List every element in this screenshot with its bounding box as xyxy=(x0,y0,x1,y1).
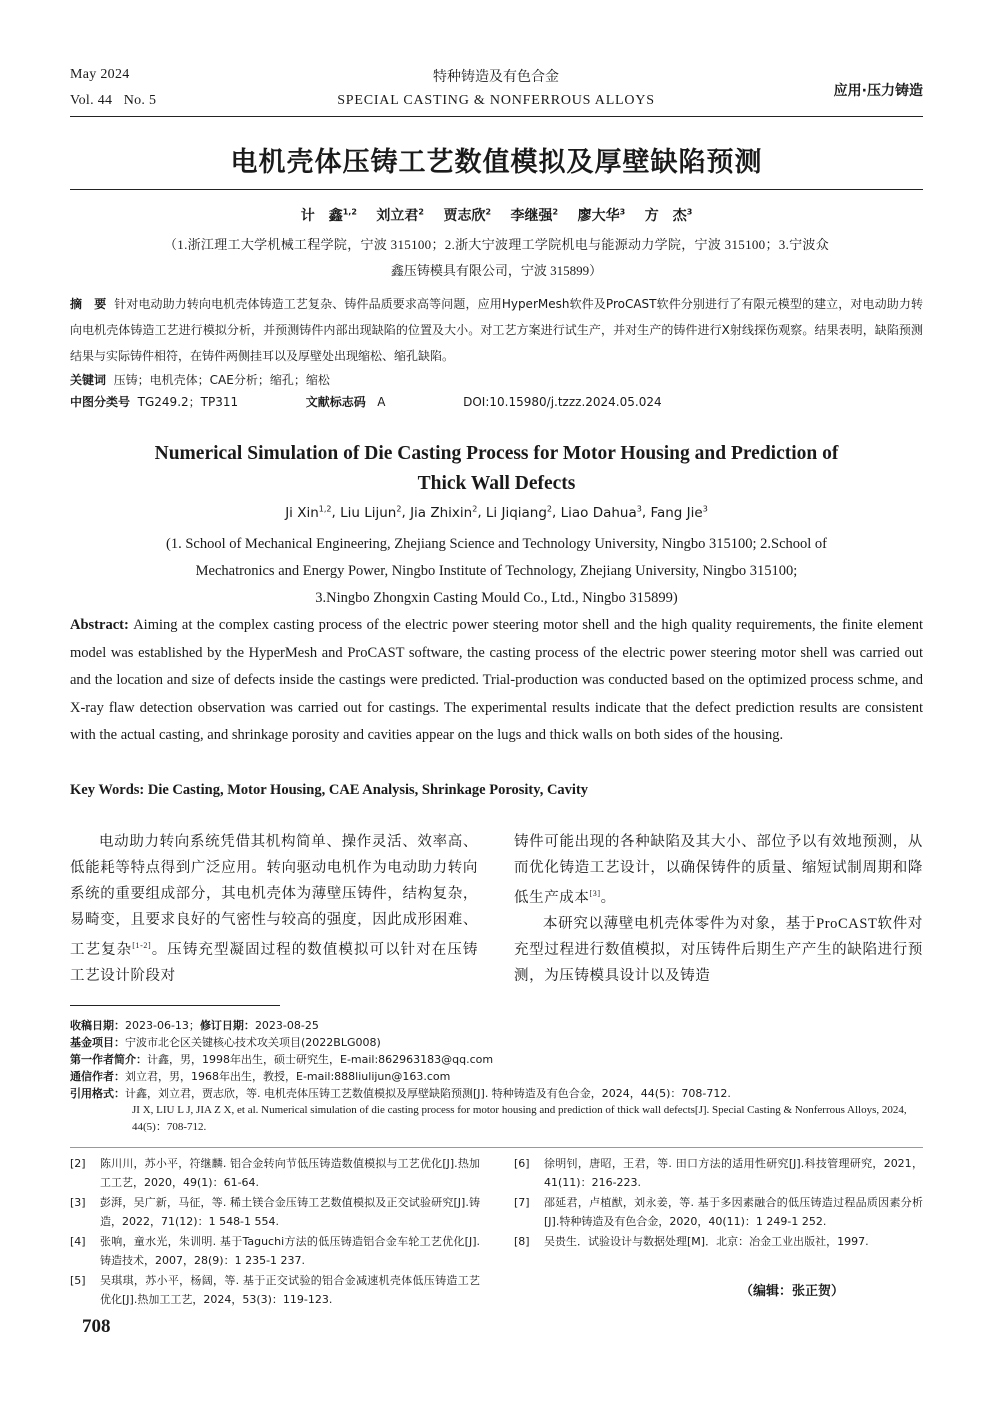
citation: [1-2] xyxy=(132,941,152,950)
abstract-cn-label: 摘 要 xyxy=(70,297,107,311)
author-en: Fang Jie$^3$ xyxy=(650,504,708,521)
author-en: Liao Dahua$^3$ xyxy=(560,504,642,521)
abstract-en-label: Abstract: xyxy=(70,617,129,633)
classification xyxy=(70,393,923,411)
header-journal-en: SPECIAL CASTING & NONFERROUS ALLOYS xyxy=(337,93,655,108)
header-rule xyxy=(70,116,923,117)
reference-item: [6] 徐明钊，唐昭，王君，等. 田口方法的适用性研究[J].科技管理研究，2021，41(11)：216-223. xyxy=(514,1157,923,1189)
keywords-en xyxy=(70,777,923,805)
title-en-line1: Numerical Simulation of Die Casting Process for Motor Housing and Prediction of xyxy=(154,443,839,464)
body-right-paragraph: 本研究以薄壁电机壳体零件为对象，基于ProCAST软件对充型过程进行数值模拟，对压铸件后期生产产生的缺陷进行预测，为压铸模具设计以及铸造 xyxy=(514,915,923,984)
header-journal-cn: 特种铸造及有色合金 xyxy=(433,69,559,85)
authors-en: Ji Xin$^{1,2}$, Liu Lijun$^2$, Jia Zhixin$^2$, Li Jiqiang$^2$, Liao Dahua$^3$, Fang Jie$^3$ xyxy=(285,504,708,521)
affiliation-en-line1: (1. School of Mechanical Engineering, Zhejiang Science and Technology University, Ningbo 315100; 2.School of xyxy=(165,536,827,552)
reference-item: [7] 邵延君，卢植猷，刘永姜，等. 基于多因素融合的低压铸造过程品质因素分析[J].特种铸造及有色合金，2020，40(11)：1 249-1 252. xyxy=(514,1196,923,1228)
title-en xyxy=(70,439,923,499)
body-right-column: 铸件可能出现的各种缺陷及其大小、部位予以有效地预测，从而优化铸造工艺设计，以确保铸件的质量、缩短试制周期和降低生产成本[3]。 本研究以薄壁电机壳体零件为对象，基于ProCAST软件对充型过程进行数值模拟，对压铸件后期生产产生的缺陷进行预测，为压铸模具设计以及铸造 xyxy=(514,829,923,989)
authors-cn xyxy=(70,205,923,225)
references-right xyxy=(514,1155,923,1254)
header-date: May 2024 xyxy=(70,67,130,82)
page-number: 708 xyxy=(82,1316,111,1337)
citation-format-en: JI X, LIU L J, JIA Z X, et al. Numerical simulation of die casting process for motor housing and prediction of thick wall defects[J]. Special Casting & Nonferrous Alloys, 2024, 44(5)：708-712. xyxy=(132,1104,907,1133)
corresponding-author: 通信作者：刘立君，男，1968年出生，教授，E-mail:888liulijun@163.com xyxy=(70,1070,451,1083)
doi: DOI:10.15980/j.tzzz.2024.05.024 xyxy=(463,395,662,409)
editor: （编辑：张正贺） xyxy=(740,1284,845,1299)
keywords-cn-text: 压铸；电机壳体；CAE分析；缩孔；缩松 xyxy=(113,373,330,387)
body-left-text: 电动助力转向系统凭借其机构简单、操作灵活、效率高、低能耗等特点得到广泛应用。转向驱动电机作为电动助力转向系统的重要组成部分，其电机壳体为薄壁压铸件，结构复杂，易畸变，且要求良好的气密性与较高的强度，因此成形困难、工艺复杂 xyxy=(70,834,478,958)
doc-code-value: A xyxy=(377,395,386,409)
reference-item: [5] 吴琪琪，苏小平，杨阔，等. 基于正交试验的铝合金减速机壳体低压铸造工艺优化[J].热加工工艺，2024，53(3)：119-123. xyxy=(70,1274,480,1306)
abstract-cn-text: 针对电动助力转向电机壳体铸造工艺复杂、铸件品质要求高等问题，应用HyperMesh软件及ProCAST软件分别进行了有限元模型的建立，对电动助力转向电机壳体铸造工艺进行模拟分析，并预测铸件内部出现缺陷的位置及大小。对工艺方案进行试生产，并对生产的铸件进行X射线探伤观察。结果表明，缺陷预测结果与实际铸件相符，在铸件两侧挂耳以及厚壁处出现缩松、缩孔缺陷。 xyxy=(70,297,923,363)
author-en: Jia Zhixin$^2$ xyxy=(410,504,478,521)
affiliation-en-line3: 3.Ningbo Zhongxin Casting Mould Co., Ltd., Ningbo 315899) xyxy=(315,590,678,606)
author-cn: 廖大华$^3$ xyxy=(577,207,626,224)
doc-code-label: 文献标志码 xyxy=(305,395,366,409)
header-section: 应用·压力铸造 xyxy=(833,83,923,99)
affiliation-en xyxy=(70,531,923,612)
header-volume: Vol. 44 No. 5 xyxy=(70,93,157,108)
keywords-en-label: Key Words: xyxy=(70,782,145,798)
reference-item: [8] 吴贵生．试验设计与数据处理[M]．北京：冶金工业出版社，1997. xyxy=(514,1235,869,1248)
title-cn: 电机壳体压铸工艺数值模拟及厚壁缺陷预测 xyxy=(230,147,763,178)
body-left-column xyxy=(70,829,478,989)
footnotes xyxy=(70,1017,923,1136)
author-cn: 李继强$^2$ xyxy=(510,207,559,224)
reference-item: [4] 张响，童水光，朱训明. 基于Taguchi方法的低压铸造铝合金车轮工艺优化[J].铸造技术，2007，28(9)：1 235-1 237. xyxy=(70,1235,480,1267)
references-rule xyxy=(70,1147,923,1148)
author-cn: 刘立君$^2$ xyxy=(376,207,424,224)
body-right-text: 铸件可能出现的各种缺陷及其大小、部位予以有效地预测，从而优化铸造工艺设计，以确保铸件的质量、缩短试制周期和降低生产成本 xyxy=(514,834,923,906)
abstract-en-text: Aiming at the complex casting process of the electric power steering motor shell and the high quality requirements, the finite element model was established by the HyperMesh and ProCAST software, the casting process of the electric power steering motor shell was carried out and the location and size of defects inside the castings were predicted. Trial-production was conducted based on the optimized process schme, and X-ray flaw detection observation was carried out for castings. The experimental results indicate that the defect prediction results are consistent with the actual casting, and shrinkage porosity and cavities appear on the lugs and thick walls on both sides of the housing. xyxy=(70,617,923,743)
author-cn: 计 鑫$^{1,2}$ xyxy=(300,207,357,224)
citation: [3] xyxy=(589,889,601,898)
footnote-rule xyxy=(70,1005,280,1006)
abstract-cn xyxy=(70,291,923,369)
affiliation-cn-line1: （1.浙江理工大学机械工程学院，宁波 315100；2.浙大宁波理工学院机电与能源动力学院，宁波 315100；3.宁波众 xyxy=(163,237,830,252)
affiliation-cn-line2: 鑫压铸模具有限公司，宁波 315899） xyxy=(390,263,603,278)
reference-item: [2] 陈川川，苏小平，符继麟. 铝合金转向节低压铸造数值模拟与工艺优化[J].热加工工艺，2020，49(1)：61-64. xyxy=(70,1157,480,1189)
affiliation-en-line2: Mechatronics and Energy Power, Ningbo Institute of Technology, Zhejiang University, Ningbo 315100; xyxy=(195,563,798,579)
keywords-en-text: Die Casting, Motor Housing, CAE Analysis, Shrinkage Porosity, Cavity xyxy=(147,782,589,798)
keywords-cn-label: 关键词 xyxy=(70,373,107,387)
body-left-text-cont: 。压铸充型凝固过程的数值模拟可以针对在压铸工艺设计阶段对 xyxy=(70,941,478,984)
keywords-cn xyxy=(70,367,923,393)
fund: 基金项目：宁波市北仑区关键核心技术攻关项目(2022BLG008) xyxy=(70,1036,381,1049)
author-en: Li Jiqiang$^2$ xyxy=(485,504,553,521)
title-rule xyxy=(70,189,923,190)
received-date: 收稿日期：2023-06-13；修订日期：2023-08-25 xyxy=(70,1019,319,1032)
author-cn: 贾志欣$^2$ xyxy=(443,207,492,224)
author-cn: 方 杰$^3$ xyxy=(644,207,693,224)
clc-value: TG249.2；TP311 xyxy=(137,395,239,409)
author-en: Liu Lijun$^2$ xyxy=(340,504,402,521)
title-en-line2: Thick Wall Defects xyxy=(417,473,576,494)
first-author: 第一作者简介：计鑫，男，1998年出生，硕士研究生，E-mail:862963183@qq.com xyxy=(70,1053,494,1066)
references-left xyxy=(70,1155,480,1311)
reference-item: [3] 彭湃，吴广新，马征，等. 稀土镁合金压铸工艺数值模拟及正交试验研究[J].铸造，2022，71(12)：1 548-1 554. xyxy=(70,1196,480,1228)
abstract-en xyxy=(70,612,923,750)
citation-format: 引用格式：计鑫，刘立君，贾志欣，等. 电机壳体压铸工艺数值模拟及厚壁缺陷预测[J]. 特种铸造及有色合金，2024，44(5)：708-712. xyxy=(70,1087,731,1100)
clc-label: 中图分类号 xyxy=(70,395,131,409)
author-en: Ji Xin$^{1,2}$ xyxy=(285,504,332,521)
